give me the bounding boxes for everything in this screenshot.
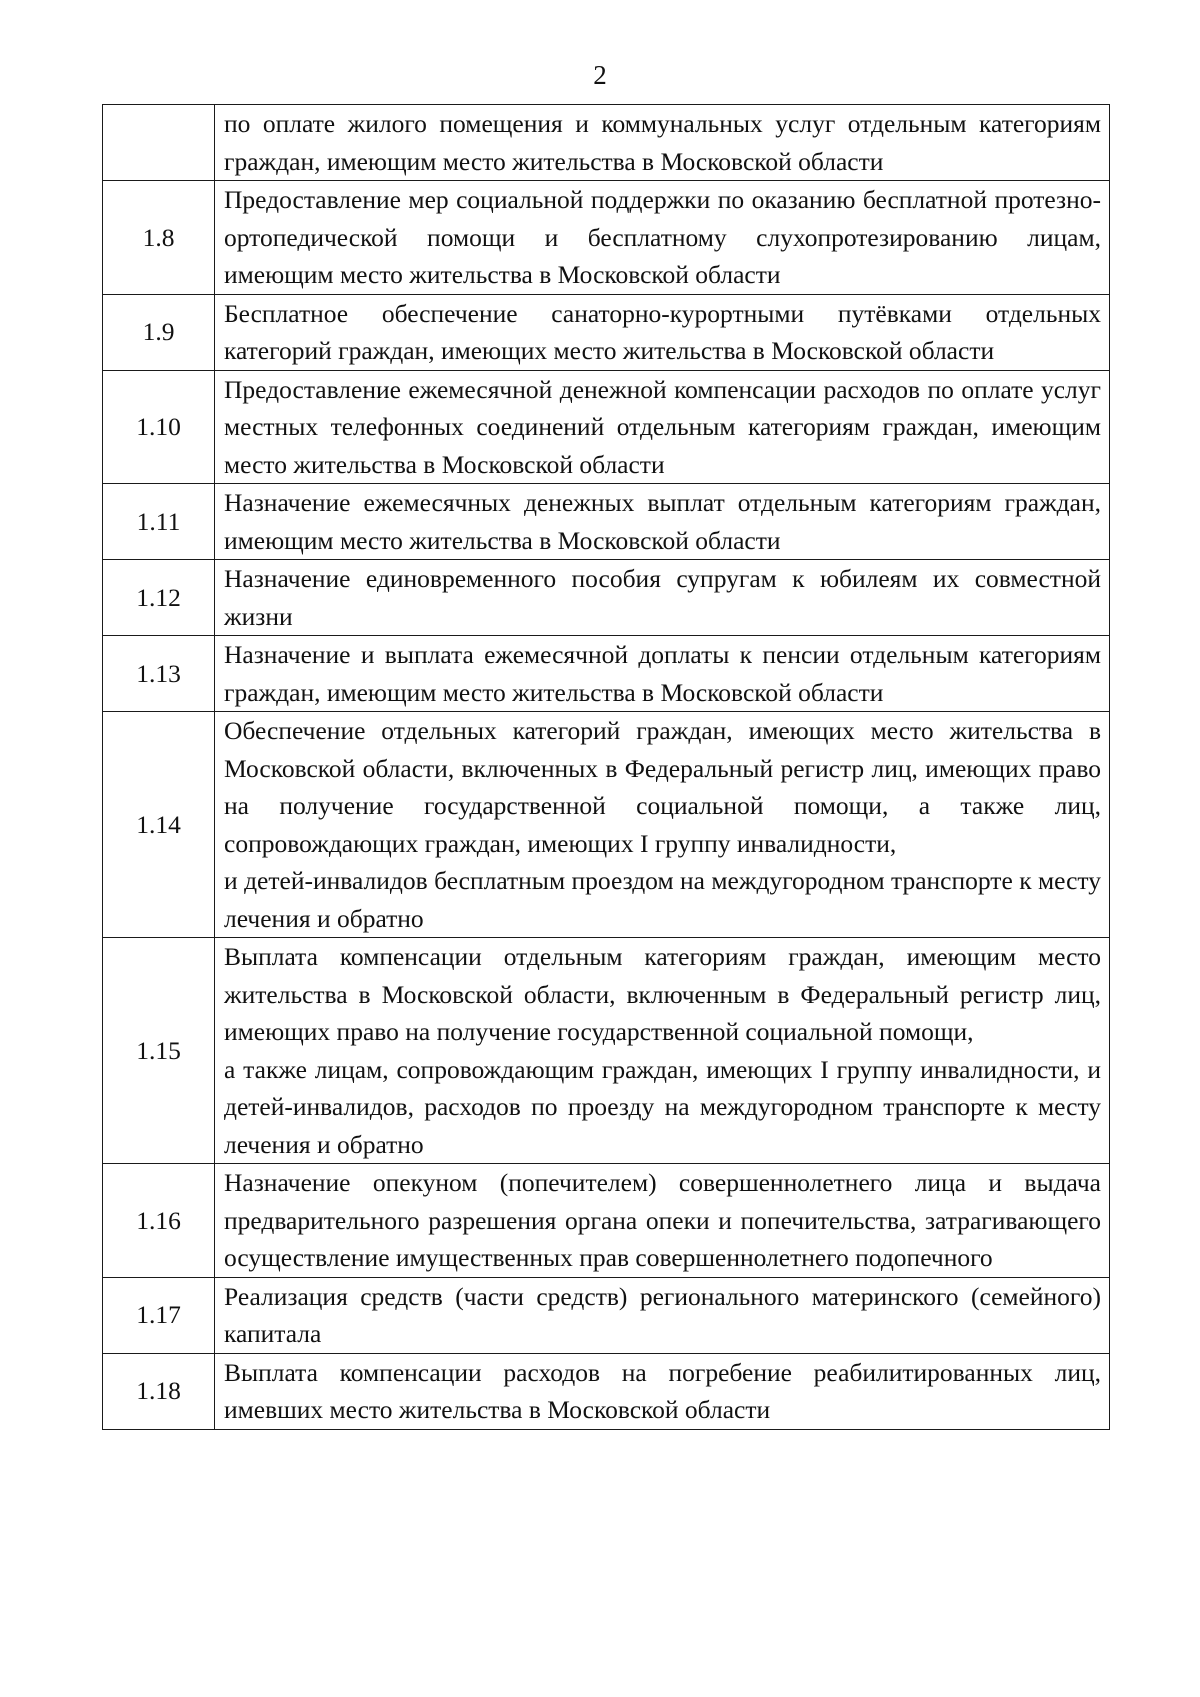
table-row [103, 484, 1110, 560]
item-description [215, 1353, 1110, 1429]
description-paragraph: Предоставление ежемесячной денежной компенсации расходов по оплате услуг местных телефонных соединений отдельным категориям граждан, имеющим место жительства в Московской области [224, 374, 1101, 479]
description-paragraph: Назначение и выплата ежемесячной доплаты к пенсии отдельным категориям граждан, имеющим место жительства в Московской области [224, 640, 1101, 707]
item-description [215, 1277, 1110, 1353]
table-row [103, 370, 1110, 484]
item-description [215, 105, 1110, 181]
description-paragraph: Выплата компенсации расходов на погребение реабилитированных лиц, имевших место жительства в Московской области [224, 1357, 1101, 1424]
table-row [103, 1164, 1110, 1278]
item-number: 1.12 [103, 560, 215, 636]
item-description [215, 294, 1110, 370]
page-number: 2 [593, 60, 607, 90]
item-number: 1.10 [103, 370, 215, 484]
item-description [215, 560, 1110, 636]
description-paragraph: Назначение единовременного пособия супругам к юбилеям их совместной жизни [224, 564, 1101, 631]
item-number: 1.17 [103, 1277, 215, 1353]
table-row [103, 938, 1110, 1164]
item-number: 1.8 [103, 181, 215, 295]
item-description [215, 370, 1110, 484]
item-number: 1.14 [103, 712, 215, 938]
description-paragraph: и детей-инвалидов бесплатным проездом на междугородном транспорте к месту лечения и обратно [224, 866, 1101, 933]
table-row [103, 1353, 1110, 1429]
table-row [103, 1277, 1110, 1353]
item-description [215, 938, 1110, 1164]
description-paragraph: Назначение опекуном (попечителем) совершеннолетнего лица и выдача предварительного разрешения органа опеки и попечительства, затрагивающего осуществление имущественных прав совершеннолетнего подопечного [224, 1168, 1101, 1272]
description-paragraph: Реализация средств (части средств) регионального материнского (семейного) капитала [224, 1281, 1101, 1348]
description-paragraph: а также лицам, сопровождающим граждан, имеющих I группу инвалидности, и детей-инвалидов, расходов по проезду на междугородном транспорте к месту лечения и обратно [224, 1054, 1101, 1159]
table-row [103, 636, 1110, 712]
table-body [103, 105, 1110, 1430]
description-paragraph: Бесплатное обеспечение санаторно-курортными путёвками отдельных категорий граждан, имеющих место жительства в Московской области [224, 298, 1101, 365]
item-number [103, 105, 215, 181]
table-row [103, 105, 1110, 181]
description-paragraph: Выплата компенсации отдельным категориям граждан, имеющим место жительства в Московской области, включенным в Федеральный регистр лиц, имеющих право на получение государственной социальной помощи, [224, 942, 1101, 1046]
item-description [215, 712, 1110, 938]
item-description [215, 636, 1110, 712]
description-paragraph: по оплате жилого помещения и коммунальных услуг отдельным категориям граждан, имеющим место жительства в Московской области [224, 109, 1101, 176]
description-paragraph: Обеспечение отдельных категорий граждан, имеющих место жительства в Московской области, включенных в Федеральный регистр лиц, имеющих право на получение государственной социальной помощи, а также лиц, сопровождающих граждан, имеющих I группу инвалидности, [224, 716, 1101, 858]
table-row [103, 294, 1110, 370]
item-number: 1.18 [103, 1353, 215, 1429]
table-row [103, 712, 1110, 938]
services-table [102, 104, 1110, 1430]
item-number: 1.11 [103, 484, 215, 560]
description-paragraph: Предоставление мер социальной поддержки по оказанию бесплатной протезно-ортопедической помощи и бесплатному слухопротезированию лицам, имеющим место жительства в Московской области [224, 185, 1101, 289]
item-number: 1.15 [103, 938, 215, 1164]
item-number: 1.13 [103, 636, 215, 712]
item-number: 1.9 [103, 294, 215, 370]
table-row [103, 181, 1110, 295]
description-paragraph: Назначение ежемесячных денежных выплат отдельным категориям граждан, имеющим место жительства в Московской области [224, 488, 1101, 555]
item-description [215, 484, 1110, 560]
item-number: 1.16 [103, 1164, 215, 1278]
table-row [103, 560, 1110, 636]
item-description [215, 1164, 1110, 1278]
item-description [215, 181, 1110, 295]
